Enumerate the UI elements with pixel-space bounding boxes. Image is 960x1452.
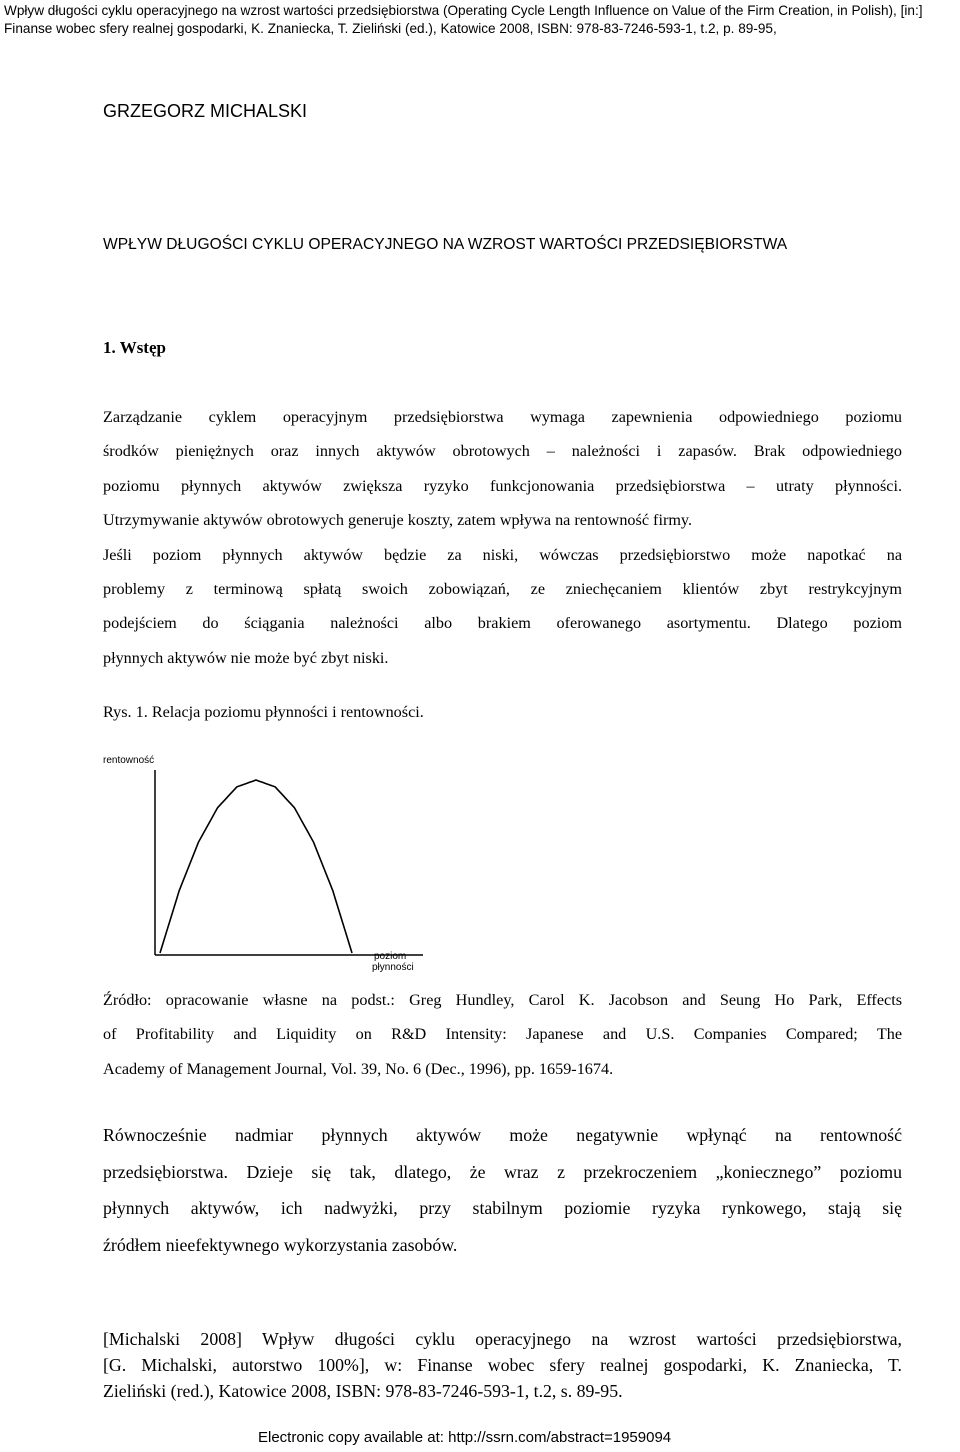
text-line: Utrzymywanie aktywów obrotowych generuje koszty, zatem wpływa na rentowność firmy. [103, 511, 693, 530]
text-line: Zarządzanie cyklem operacyjnym przedsiębiorstwa wymaga zapewnienia odpowiedniego poziomu [103, 408, 902, 426]
text-line: płynnych aktywów, ich nadwyżki, przy stabilnym poziomie ryzyka rynkowego, stają się [103, 1198, 902, 1218]
text-line: Academy of Management Journal, Vol. 39, No. 6 (Dec., 1996), pp. 1659-1674. [103, 1059, 614, 1078]
x-axis-label-line2: płynności [372, 962, 414, 973]
running-header [4, 2, 956, 38]
text-line: środków pieniężnych oraz innych aktywów obrotowych – należności i zapasów. Brak odpowiedniego [103, 442, 902, 461]
paper-title: WPŁYW DŁUGOŚCI CYKLU OPERACYJNEGO NA WZROST WARTOŚCI PRZEDSIĘBIORSTWA [103, 236, 788, 253]
text-line: [G. Michalski, autorstwo 100%], w: Finanse wobec sfery realnej gospodarki, K. Znaniecka, T. [103, 1355, 902, 1375]
y-axis-label: rentowność [103, 755, 155, 766]
second-paragraph [103, 1117, 902, 1263]
citation-block [103, 1326, 902, 1404]
text-line: Równocześnie nadmiar płynnych aktywów może negatywnie wpłynąć na rentowność [103, 1125, 902, 1145]
ssrn-footer: Electronic copy available at: http://ssrn.com/abstract=1959094 [258, 1429, 672, 1446]
source-note [103, 983, 902, 1086]
text-line: przedsiębiorstwa. Dzieje się tak, dlatego, że wraz z przekroczeniem „koniecznego” poziomu [103, 1161, 902, 1182]
x-axis-label-line1: poziom [374, 951, 407, 962]
text-line: [Michalski 2008] Wpływ długości cyklu operacyjnego na wzrost wartości przedsiębiorstwa, [103, 1329, 902, 1349]
section-heading: 1. Wstęp [103, 338, 166, 357]
text-line: problemy z terminową spłatą swoich zobowiązań, ze zniechęcaniem klientów zbyt restrykcyjnym [103, 580, 902, 599]
text-line: Jeśli poziom płynnych aktywów będzie za niski, wówczas przedsiębiorstwo może napotkać na [103, 545, 902, 564]
intro-paragraph [103, 400, 902, 675]
text-line: Źródło: opracowanie własne na podst.: Greg Hundley, Carol K. Jacobson and Seung Ho Park, Effects [103, 991, 902, 1009]
text-line: Zieliński (red.), Katowice 2008, ISBN: 978-83-7246-593-1, t.2, s. 89-95. [103, 1381, 623, 1401]
profitability-curve [160, 780, 352, 953]
header-line-2: Finanse wobec sfery realnej gospodarki, K. Znaniecka, T. Zieliński (ed.), Katowice 2008, ISBN: 978-83-7246-593-1, t.2, p. 89-95, [4, 21, 777, 36]
header-line-1: Wpływ długości cyklu operacyjnego na wzrost wartości przedsiębiorstwa (Operating Cycle Length Influence on Value of the Firm Creation, in Polish), [in:] [4, 3, 923, 18]
text-line: poziomu płynnych aktywów zwiększa ryzyko funkcjonowania przedsiębiorstwa – utraty płynności. [103, 476, 902, 495]
text-line: źródłem nieefektywnego wykorzystania zasobów. [103, 1234, 458, 1255]
text-line: of Profitability and Liquidity on R&D Intensity: Japanese and U.S. Companies Compared; The [103, 1025, 902, 1044]
liquidity-profitability-chart [100, 750, 430, 980]
figure-caption: Rys. 1. Relacja poziomu płynności i rentowności. [103, 703, 424, 721]
text-line: płynnych aktywów nie może być zbyt niski. [103, 648, 389, 667]
text-line: podejściem do ściągania należności albo brakiem oferowanego asortymentu. Dlatego poziom [103, 614, 902, 633]
author-name: GRZEGORZ MICHALSKI [103, 101, 308, 121]
